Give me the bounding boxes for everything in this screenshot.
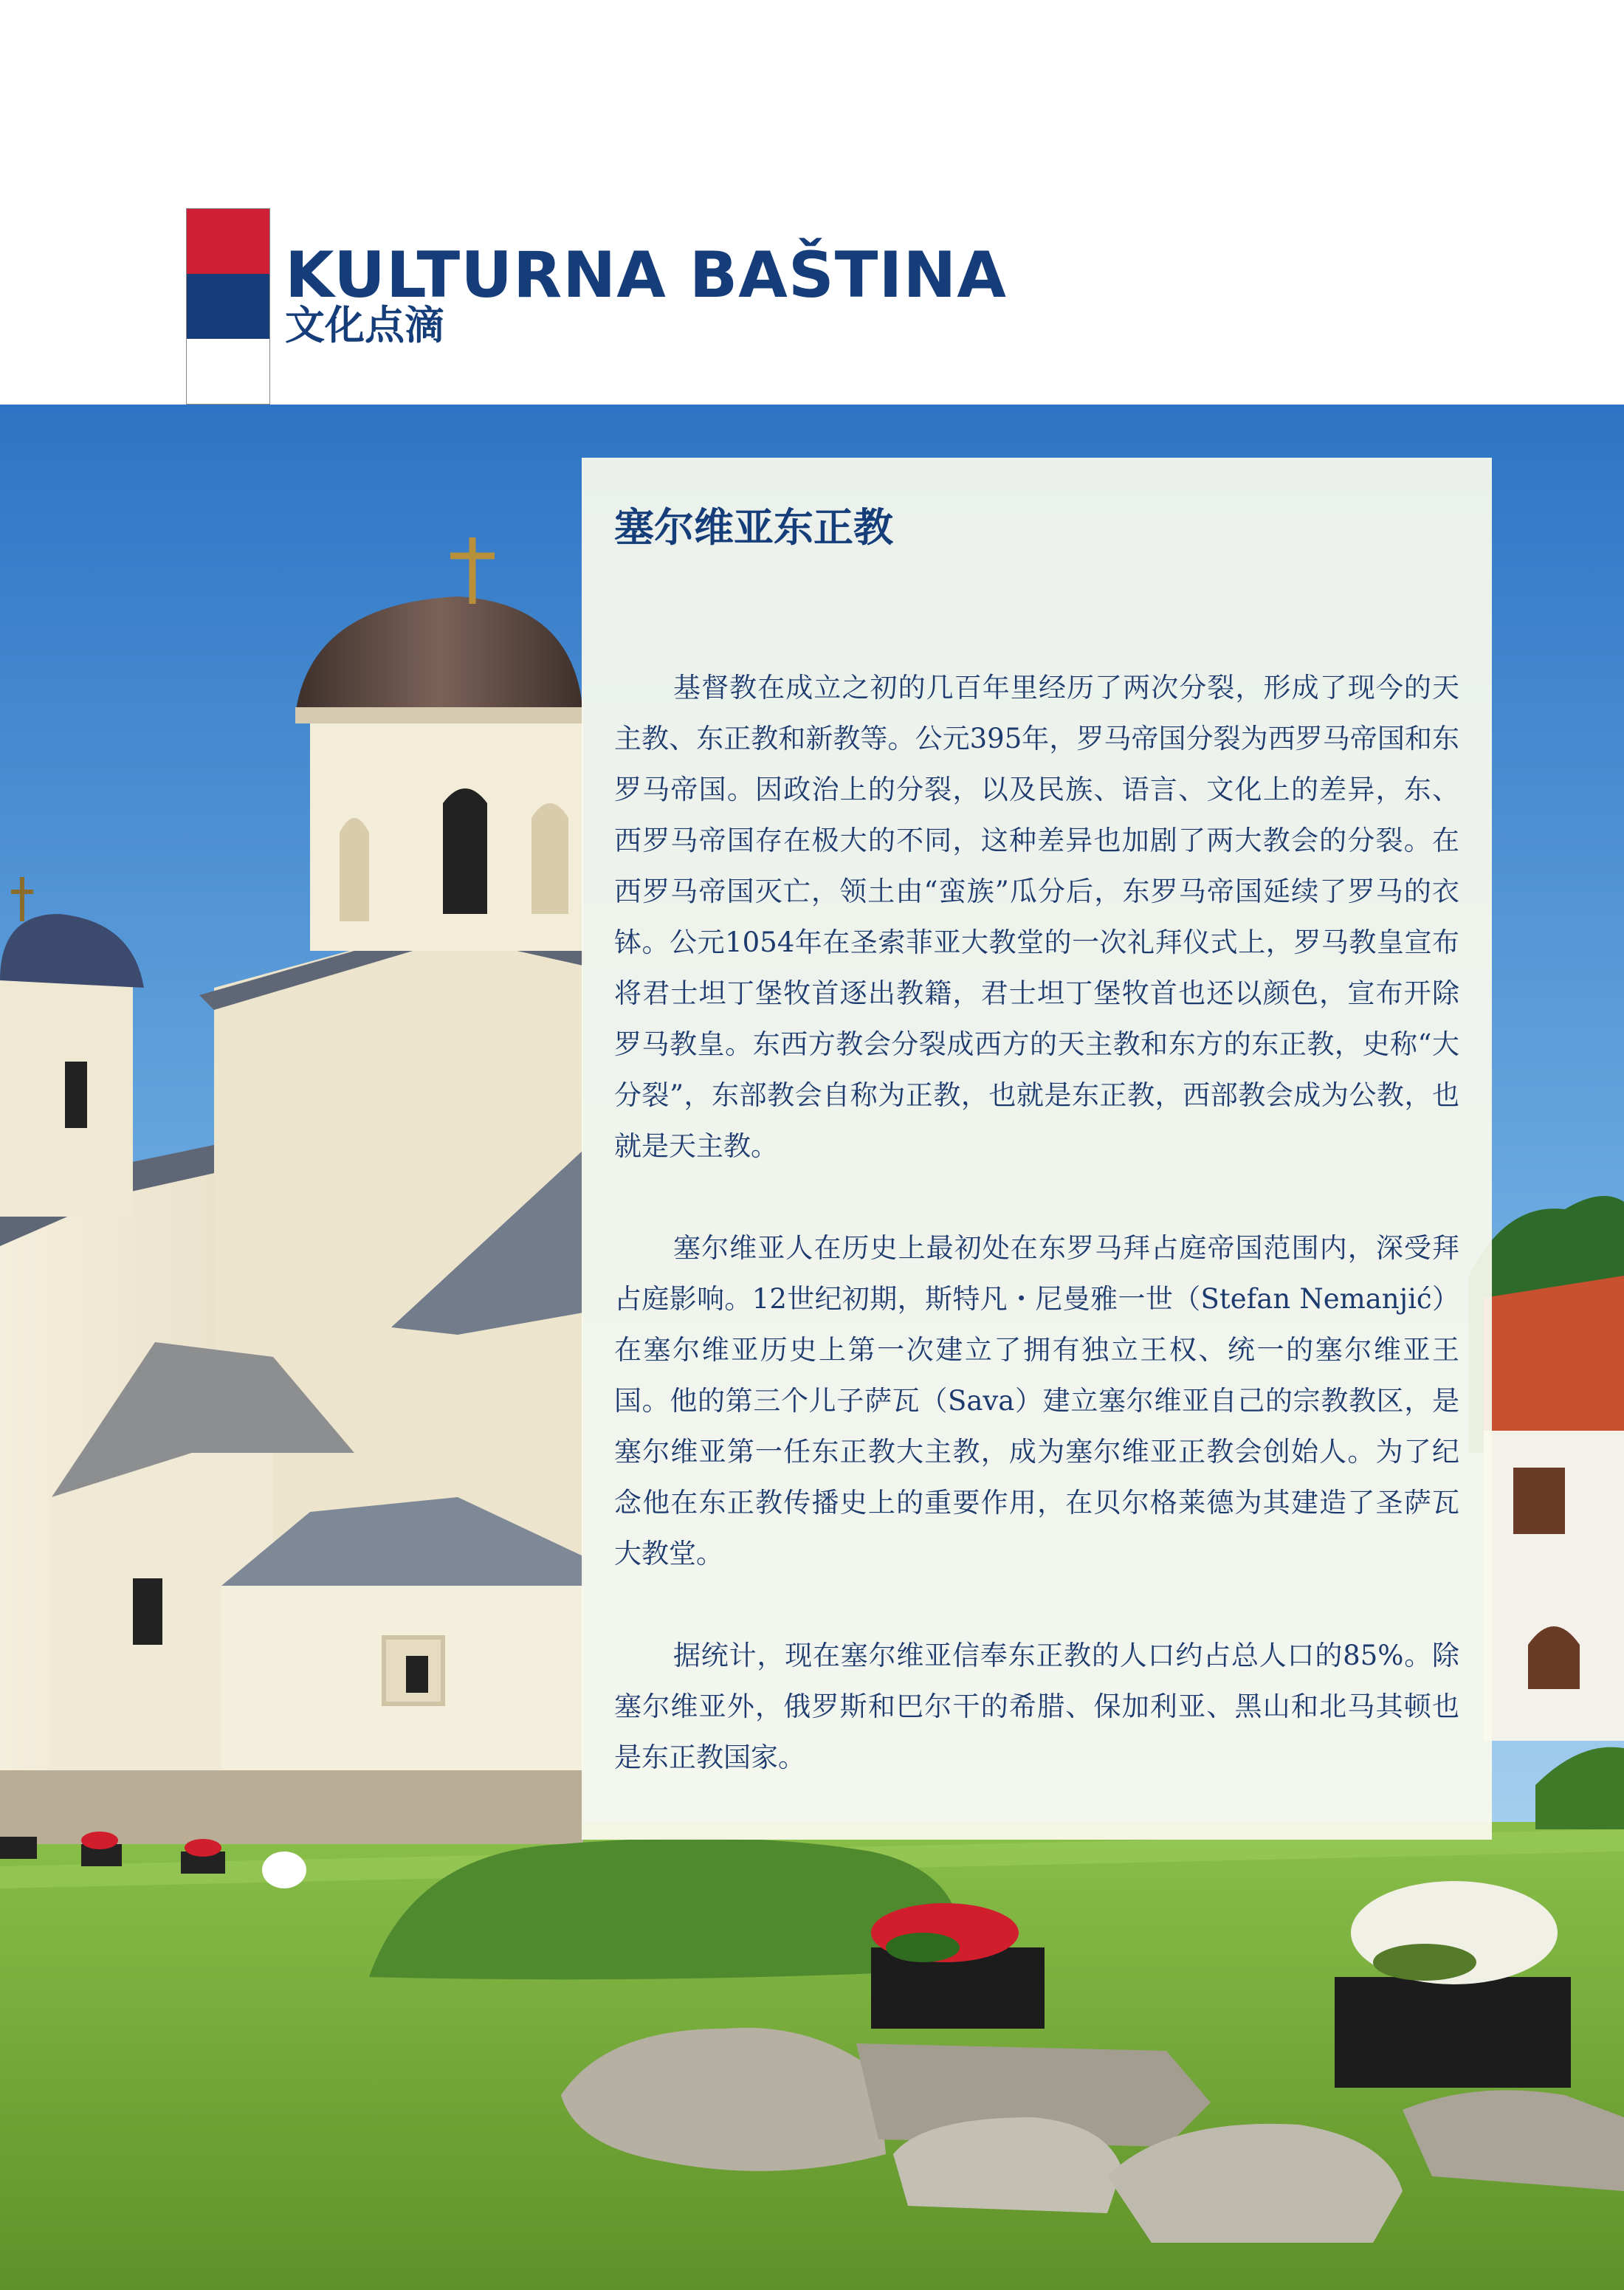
serbian-flag-logo: [186, 208, 270, 405]
flag-blue-stripe: [187, 274, 269, 339]
article-paragraph-2: 塞尔维亚人在历史上最初处在东罗马拜占庭帝国范围内，深受拜占庭影响。12世纪初期，斯特凡・尼曼雅一世（Stefan Nemanjić）在塞尔维亚历史上第一次建立了拥有独立王权、统一的塞尔维亚王国。他的第三个儿子萨瓦（Sava）建立塞尔维亚自己的宗教教区，是塞尔维亚第一任东正教大主教，成为塞尔维亚正教会创始人。为了纪念他在东正教传播史上的重要作用，在贝尔格莱德为其建造了圣萨瓦大教堂。: [614, 1231, 1459, 1569]
article-title: 塞尔维亚东正教: [614, 503, 893, 551]
flag-red-stripe: [187, 209, 269, 274]
flower-box-white: [1335, 1881, 1571, 2088]
article-paragraph-1: 基督教在成立之初的几百年里经历了两次分裂，形成了现今的天主教、东正教和新教等。公元395年，罗马帝国分裂为西罗马帝国和东罗马帝国。因政治上的分裂，以及民族、语言、文化上的差异，东、西罗马帝国存在极大的不同，这种差异也加剧了两大教会的分裂。在西罗马帝国灭亡，领土由“蛮族”瓜分后，东罗马帝国延续了罗马的衣钵。公元1054年在圣索菲亚大教堂的一次礼拜仪式上，罗马教皇宣布将君士坦丁堡牧首逐出教籍，君士坦丁堡牧首也还以颜色，宣布开除罗马教皇。东西方教会分裂成西方的天主教和东方的东正教，史称“大分裂”，东部教会自称为正教，也就是东正教，西部教会成为公教，也就是天主教。: [614, 671, 1459, 1162]
flag-white-stripe: [187, 339, 269, 404]
article-panel: [582, 458, 1492, 1840]
section-subtitle: 文化点滴: [285, 302, 444, 348]
right-building: [1484, 1276, 1624, 1741]
article-paragraph-3: 据统计，现在塞尔维亚信奉东正教的人口约占总人口的85%。除塞尔维亚外，俄罗斯和巴尔干的希腊、保加利亚、黑山和北马其顿也是东正教国家。: [614, 1639, 1459, 1773]
section-title: KULTURNA BAŠTINA: [285, 238, 1007, 312]
